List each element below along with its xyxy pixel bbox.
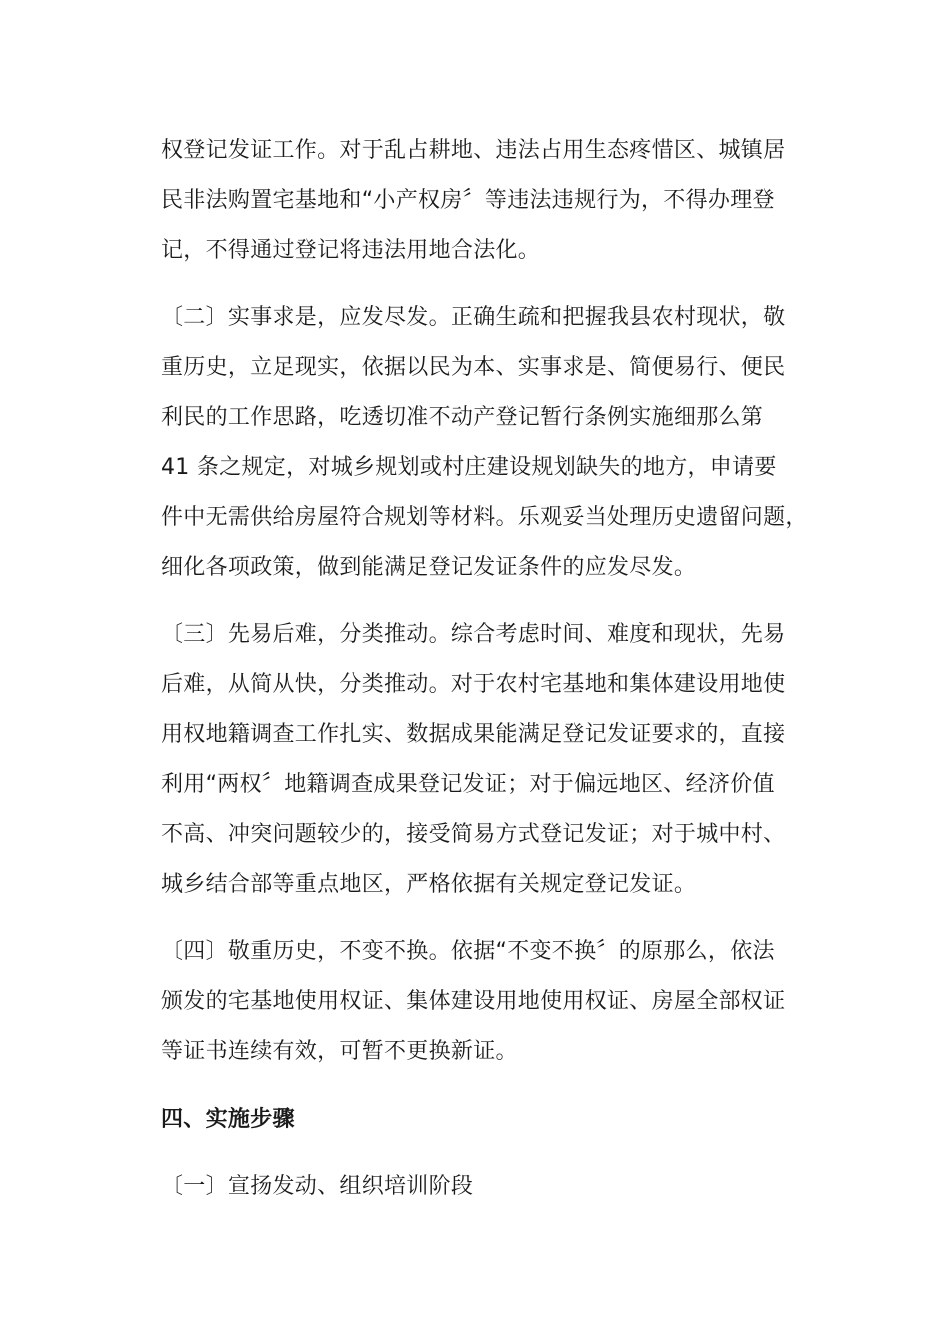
paragraph-4-line-2: 颁发的宅基地使用权证、集体建设用地使用权证、房屋全部权证 (161, 989, 786, 1014)
paragraph-1-line-1: 权登记发证工作。对于乱占耕地、违法占用生态疼惜区、城镇居 (161, 138, 786, 163)
paragraph-3-line-1: 〔三〕先易后难，分类推动。综合考虑时间、难度和现状，先易 (161, 622, 786, 647)
subsection-heading: 〔一〕宣扬发动、组织培训阶段 (161, 1174, 474, 1199)
paragraph-2-line-6: 细化各项政策，做到能满足登记发证条件的应发尽发。 (161, 555, 697, 580)
paragraph-2-line-4: 41 条之规定，对城乡规划或村庄建设规划缺失的地方，申请要 (161, 455, 777, 480)
paragraph-4-line-1: 〔四〕敬重历史，不变不换。依据“不变不换〞的原那么，依法 (161, 939, 775, 964)
paragraph-3-line-6: 城乡结合部等重点地区，严格依据有关规定登记发证。 (161, 872, 697, 897)
paragraph-4-line-3: 等证书连续有效，可暂不更换新证。 (161, 1039, 518, 1064)
paragraph-3-line-5: 不高、冲突问题较少的，接受简易方式登记发证；对于城中村、 (161, 822, 786, 847)
section-heading: 四、实施步骤 (161, 1107, 295, 1132)
paragraph-1-line-2: 民非法购置宅基地和“小产权房〞等违法违规行为，不得办理登 (161, 188, 775, 213)
paragraph-2-line-5: 件中无需供给房屋符合规划等材料。乐观妥当处理历史遗留问题， (161, 505, 808, 530)
paragraph-3-line-2: 后难，从简从快，分类推动。对于农村宅基地和集体建设用地使 (161, 672, 786, 697)
paragraph-2-line-3: 利民的工作思路，吃透切准不动产登记暂行条例实施细那么第 (161, 405, 764, 430)
paragraph-2-line-1: 〔二〕实事求是，应发尽发。正确生疏和把握我县农村现状，敬 (161, 305, 786, 330)
paragraph-3-line-3: 用权地籍调查工作扎实、数据成果能满足登记发证要求的，直接 (161, 722, 786, 747)
paragraph-3-line-4: 利用“两权〞地籍调查成果登记发证；对于偏远地区、经济价值 (161, 772, 775, 797)
paragraph-1-line-3: 记，不得通过登记将违法用地合法化。 (161, 238, 541, 263)
paragraph-2-line-2: 重历史，立足现实，依据以民为本、实事求是、简便易行、便民 (161, 355, 786, 380)
